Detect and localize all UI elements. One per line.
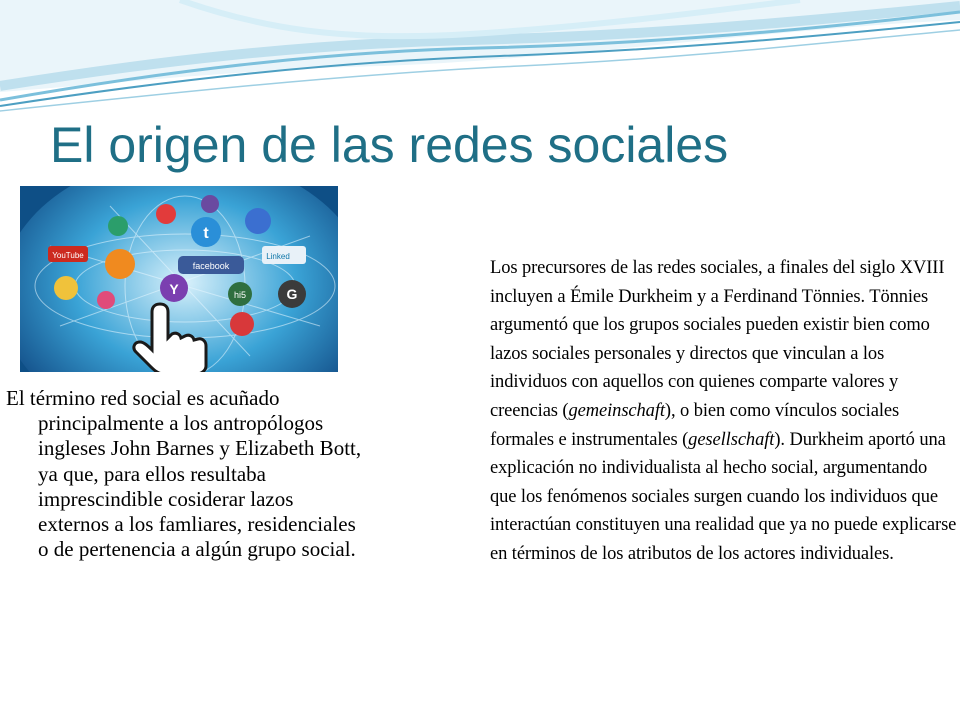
hi5-icon: hi5 — [233, 290, 247, 300]
social-networks-image — [20, 186, 338, 372]
left-paragraph: El término red social es acuñado principalmente a los antropólogos ingleses John Barnes y Elizabeth Bott, ya que, para ellos resultaba imprescindible cosiderar lazos externos a los famliares, residenciales o de pertenencia a algún grupo social. — [6, 386, 362, 562]
right-paragraph — [490, 254, 958, 569]
right-paragraph-part3: ). Durkheim aportó una explicación no individualista al hecho social, argumentando que los fenómenos sociales surgen cuando los individuos que interactúan constituyen una realidad que ya no puede explicarse en términos de los atributos de los actores individuales. — [490, 429, 957, 564]
gemeinschaft-term: gemeinschaft — [568, 400, 665, 421]
gesellschaft-term: gesellschaft — [688, 429, 775, 450]
google-icon: G — [286, 286, 298, 302]
linkedin-icon: Linked — [266, 252, 290, 261]
yahoo-icon: Y — [169, 281, 179, 297]
slide-title: El origen de las redes sociales — [50, 117, 729, 173]
facebook-icon: facebook — [192, 261, 230, 271]
right-paragraph-part2: ), o bien como vínculos sociales formales e instrumentales ( — [490, 400, 900, 450]
header-wave-decoration — [0, 0, 960, 115]
right-paragraph-part1: Los precursores de las redes sociales, a finales del siglo XVIII incluyen a Émile Durkheim y a Ferdinand Tönnies. Tönnies argumentó que los grupos sociales pueden existir bien como lazos sociales personales y directos que vinculan a los individuos con aquellos con quienes comparte valores y creencias ( — [490, 258, 945, 421]
youtube-icon: YouTube — [52, 251, 84, 260]
twitter-icon: t — [203, 225, 209, 242]
